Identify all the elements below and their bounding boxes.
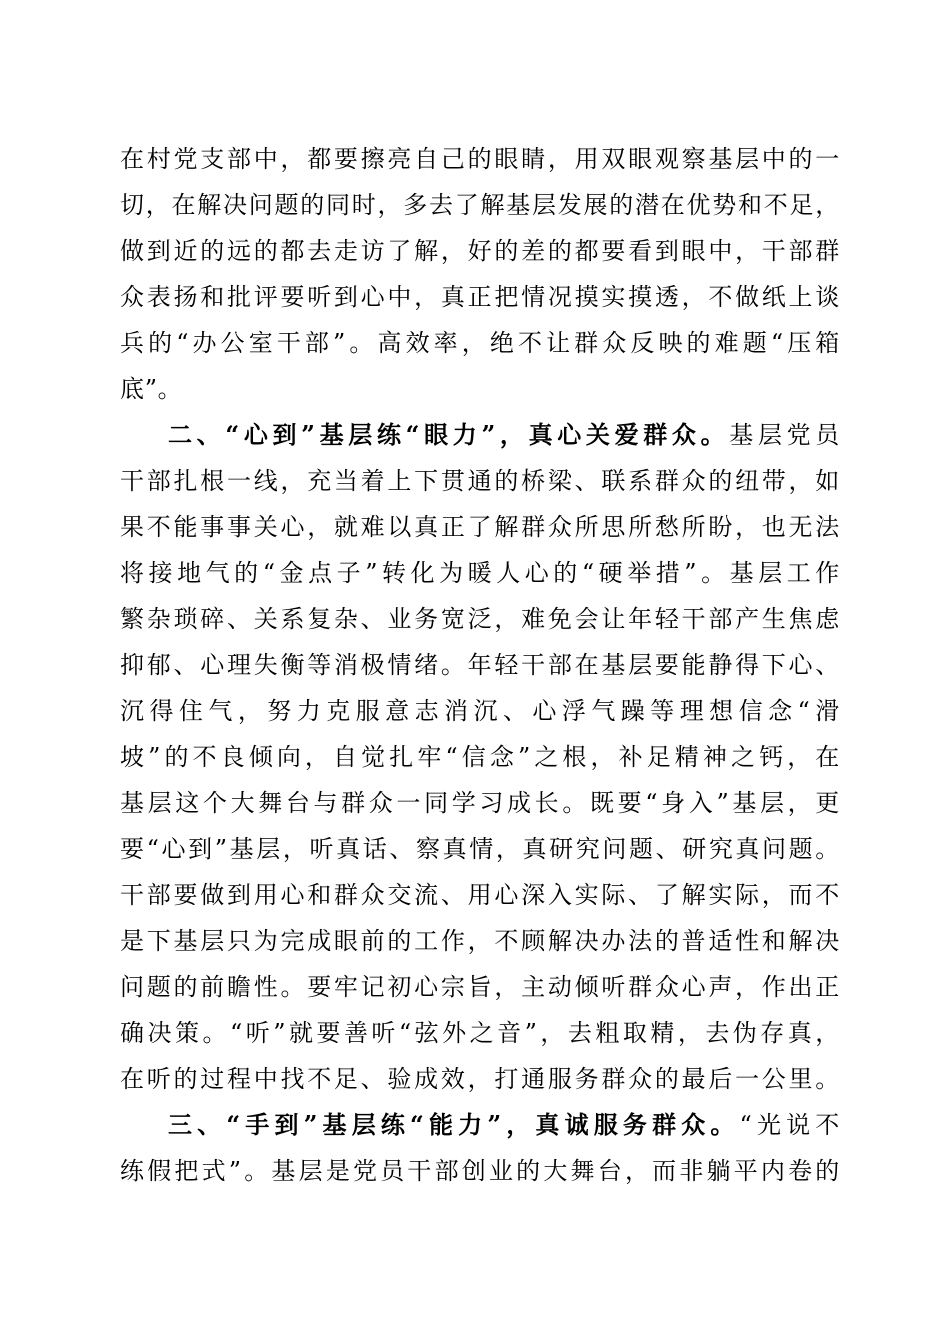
paragraph-line: 基层这个大舞台与群众一同学习成长。既要“身入”基层，更 [120,789,840,817]
section-3-first-line-rest: “光说不 [739,1111,840,1139]
section-2-first-line-rest: 基层党员 [729,421,840,449]
section-3-first-line [168,1102,840,1148]
paragraph-line: 干部要做到用心和群众交流、用心深入实际、了解实际，而不 [120,881,840,909]
paragraph-line: 底”。 [120,375,183,403]
paragraph-line: 切，在解决问题的同时，多去了解基层发展的潜在优势和不足， [120,191,840,219]
paragraph-line: 兵的“办公室干部”。高效率，绝不让群众反映的难题“压箱 [120,329,840,357]
paragraph-line: 是下基层只为完成眼前的工作，不顾解决办法的普适性和解决 [120,927,840,955]
paragraph-line: 众表扬和批评要听到心中，真正把情况摸实摸透，不做纸上谈 [120,283,840,311]
paragraph-line: 确决策。“听”就要善听“弦外之音”，去粗取精，去伪存真， [120,1019,840,1047]
paragraph-line: 果不能事事关心，就难以真正了解群众所思所愁所盼，也无法 [120,513,840,541]
section-3-heading: 三、“手到”基层练“能力”，真诚服务群众。 [168,1110,740,1139]
paragraph-line: 繁杂琐碎、关系复杂、业务宽泛，难免会让年轻干部产生焦虑 [120,605,840,633]
paragraph-line: 练假把式”。基层是党员干部创业的大舞台，而非躺平内卷的 [120,1157,840,1185]
paragraph-line: 干部扎根一线，充当着上下贯通的桥梁、联系群众的纽带，如 [120,467,840,495]
paragraph-line: 坡”的不良倾向，自觉扎牢“信念”之根，补足精神之钙，在 [120,743,840,771]
paragraph-line: 做到近的远的都去走访了解，好的差的都要看到眼中，干部群 [120,237,840,265]
section-2-heading: 二、“心到”基层练“眼力”，真心关爱群众。 [168,420,730,449]
section-2-first-line [168,412,840,458]
paragraph-line: 将接地气的“金点子”转化为暖人心的“硬举措”。基层工作 [120,559,840,587]
paragraph-line: 沉得住气，努力克服意志消沉、心浮气躁等理想信念“滑 [120,697,840,725]
paragraph-line: 问题的前瞻性。要牢记初心宗旨，主动倾听群众心声，作出正 [120,973,840,1001]
paragraph-line: 在听的过程中找不足、验成效，打通服务群众的最后一公里。 [120,1065,840,1093]
paragraph-line: 在村党支部中，都要擦亮自己的眼睛，用双眼观察基层中的一 [120,145,840,173]
paragraph-line: 要“心到”基层，听真话、察真情，真研究问题、研究真问题。 [120,835,840,863]
paragraph-line: 抑郁、心理失衡等消极情绪。年轻干部在基层要能静得下心、 [120,651,840,679]
